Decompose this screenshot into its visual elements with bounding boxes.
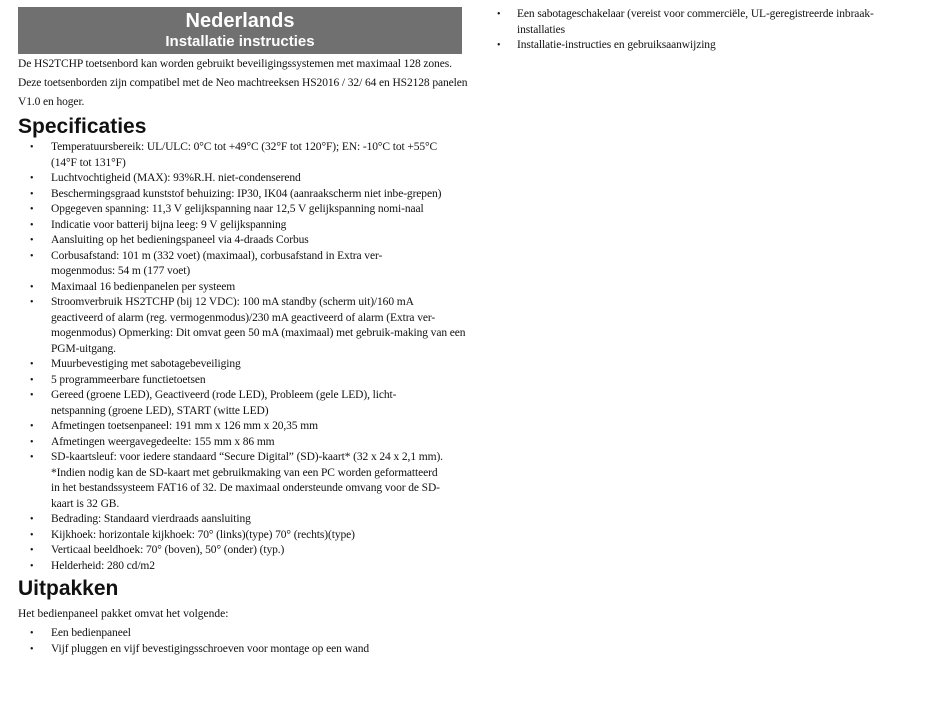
list-item: • Installatie-instructies en gebruiksaanwijzing: [517, 38, 916, 54]
intro-paragraph: De HS2TCHP toetsenbord kan worden gebruikt beveiligingssystemen met maximaal 128 zones. Deze toetsenborden zijn compatibel met de Neo machtreeksen HS2016 / 32/ 64 en HS2128 panelen V1.0 en hoger.: [18, 58, 468, 108]
list-item: • Een bedienpaneel: [51, 626, 468, 642]
right-column: [496, 7, 916, 54]
page-title: Nederlands: [185, 10, 295, 32]
list-item: • Een sabotageschakelaar (vereist voor commerciële, UL-geregistreerde inbraak-installaties: [517, 7, 912, 38]
list-item: • SD-kaartsleuf: voor iedere standaard “Secure Digital” (SD)-kaart* (32 x 24 x 2,1 mm). *Indien nodig kan de SD-kaart met gebruikmaking van een PC worden geformatteerd in het bestandssysteem FAT16 of 32. De maximaal ondersteunde omvang voor de SD-kaart is 32 GB.: [51, 450, 446, 512]
title-banner: [18, 7, 462, 54]
list-item: • Temperatuursbereik: UL/ULC: 0°C tot +49°C (32°F tot 120°F); EN: -10°C tot +55°C (14°F tot 131°F): [51, 140, 443, 171]
list-item: • Vijf pluggen en vijf bevestigingsschroeven voor montage op een wand: [51, 642, 468, 658]
specs-heading: Specificaties: [18, 115, 147, 138]
left-column: [18, 7, 468, 657]
unpack-list-continued: [496, 7, 916, 54]
list-item: • Indicatie voor batterij bijna leeg: 9 V gelijkspanning: [51, 218, 468, 234]
specs-list: [18, 140, 468, 574]
list-item: • Opgegeven spanning: 11,3 V gelijkspanning naar 12,5 V gelijkspanning nomi-naal: [51, 202, 451, 218]
page-subtitle: Installatie instructies: [165, 33, 315, 50]
list-item: • Corbusafstand: 101 m (332 voet) (maximaal), corbusafstand in Extra ver-mogenmodus: 54 m (177 voet): [51, 249, 416, 280]
list-item: • Afmetingen weergavegedeelte: 155 mm x 86 mm: [51, 435, 468, 451]
unpack-list: [18, 626, 468, 657]
list-item: • Gereed (groene LED), Geactiveerd (rode LED), Probleem (gele LED), licht-netspanning (groene LED), START (witte LED): [51, 388, 421, 419]
unpack-intro: Het bedienpaneel pakket omvat het volgende:: [18, 608, 229, 620]
list-item: • Beschermingsgraad kunststof behuizing: IP30, IK04 (aanraakscherm niet inbe-grepen): [51, 187, 443, 203]
list-item: • Luchtvochtigheid (MAX): 93%R.H. niet-condenserend: [51, 171, 468, 187]
unpack-heading: Uitpakken: [18, 577, 119, 600]
list-item: • Stroomverbruik HS2TCHP (bij 12 VDC): 100 mA standby (scherm uit)/160 mA geactiveerd of alarm (reg. vermogenmodus)/230 mA geactiveerd of alarm (Extra ver-mogenmodus) Opmerking: Dit omvat geen 50 mA (maximaal) met gebruik-making van een PGM-uitgang.: [51, 295, 466, 357]
list-item: • Afmetingen toetsenpaneel: 191 mm x 126 mm x 20,35 mm: [51, 419, 468, 435]
list-item: • Muurbevestiging met sabotagebeveiliging: [51, 357, 468, 373]
list-item: • Helderheid: 280 cd/m2: [51, 559, 468, 575]
list-item: • Verticaal beeldhoek: 70° (boven), 50° (onder) (typ.): [51, 543, 468, 559]
list-item: • Maximaal 16 bedienpanelen per systeem: [51, 280, 468, 296]
list-item: • Bedrading: Standaard vierdraads aansluiting: [51, 512, 468, 528]
list-item: • Aansluiting op het bedieningspaneel via 4-draads Corbus: [51, 233, 468, 249]
list-item: • 5 programmeerbare functietoetsen: [51, 373, 468, 389]
list-item: • Kijkhoek: horizontale kijkhoek: 70° (links)(type) 70° (rechts)(type): [51, 528, 468, 544]
